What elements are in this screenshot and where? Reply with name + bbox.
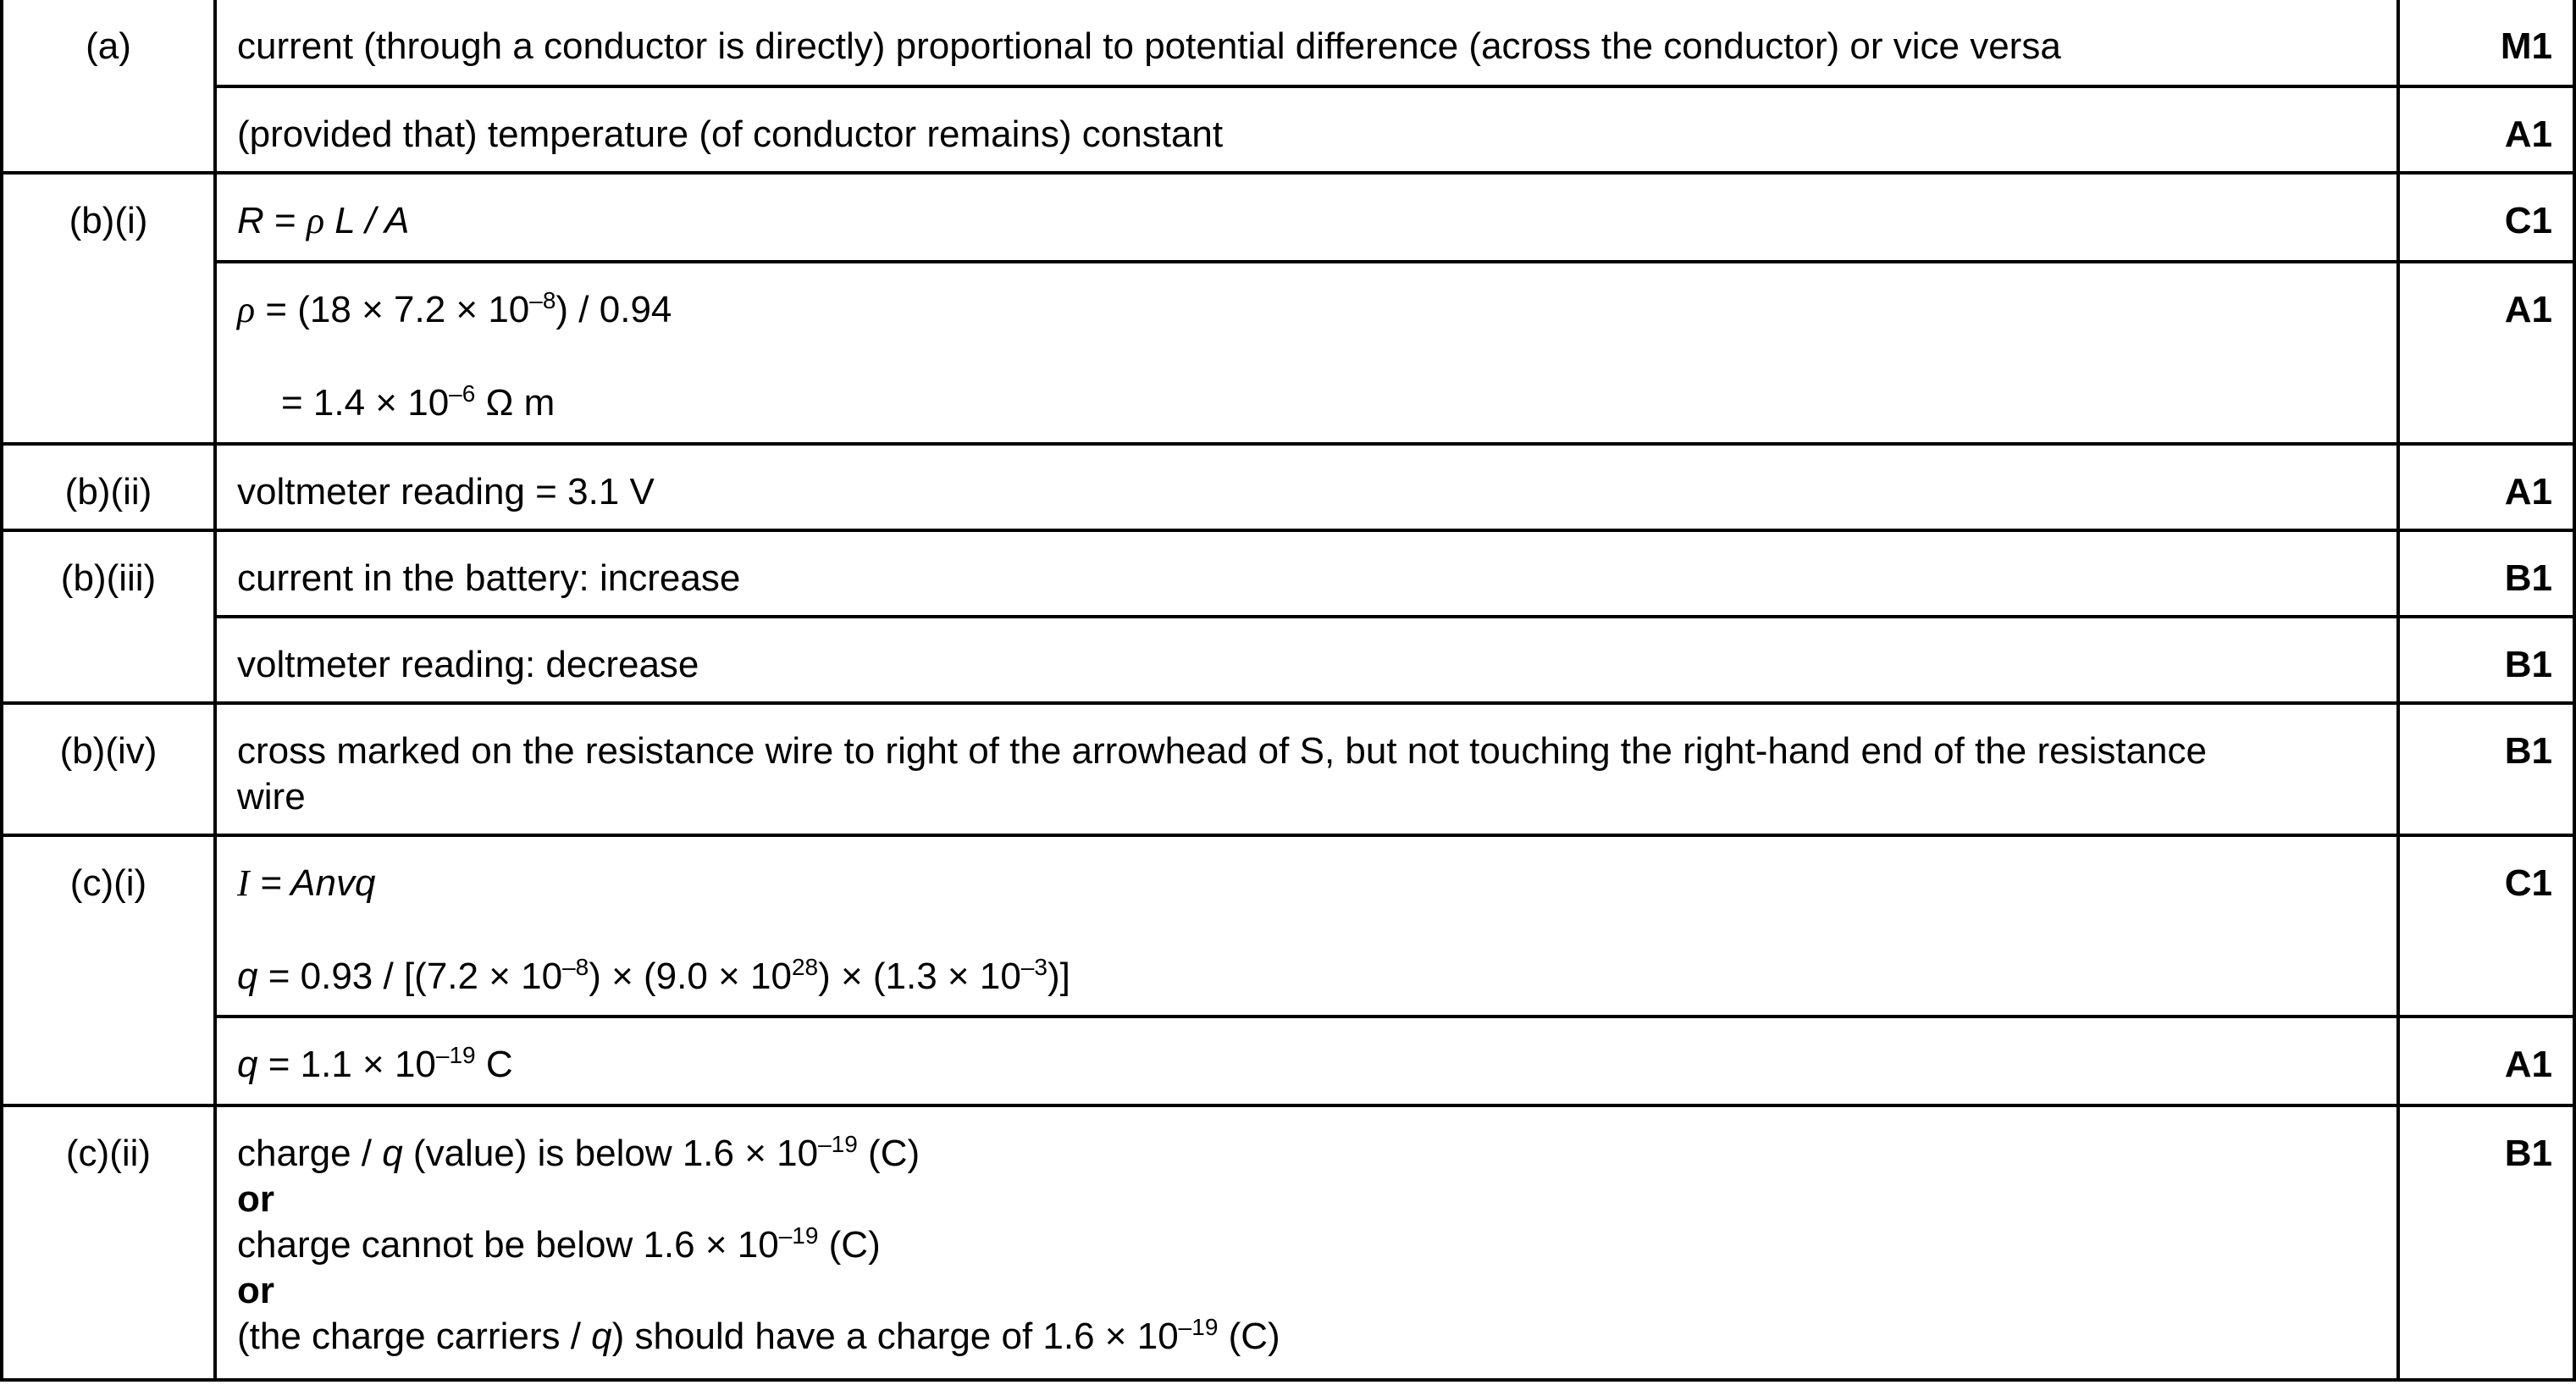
formula-rest: L / A [324,200,410,241]
answer-fragment: (the charge carriers / [237,1316,592,1357]
spacer [237,333,2376,380]
rho-symbol: ρ [237,289,256,330]
equation-text: ) × (9.0 × 10 [589,956,792,997]
answer-fragment: (C) [818,1224,881,1266]
mark-cell: C1 [2398,173,2574,262]
table-row [2,0,2574,86]
variable-q: q [237,956,258,997]
mark-cell: M1 [2398,0,2574,86]
equation-text: ) × (1.3 × 10 [818,956,1021,997]
answer-text: current (through a conductor is directly) proportional to potential difference (across the conductor) or vice versa [237,25,2061,67]
exponent: –8 [562,954,589,980]
answer-text: (provided that) temperature (of conductor remains) constant [237,114,1224,155]
calc-text: = (18 × 7.2 × 10 [255,289,530,330]
answer-fragment: charge cannot be below 1.6 × 10 [237,1224,779,1266]
answer-text [237,1314,2376,1360]
table-row [2,173,2574,262]
equation-line-2 [237,954,2376,1000]
table-row [2,617,2574,703]
answer-text: voltmeter reading: decrease [237,644,699,685]
answer-text: current in the battery: increase [237,557,741,599]
answer-cell [215,1105,2398,1380]
answer-text: wire [237,776,306,817]
calc-line-1 [237,287,2376,333]
answer-cell [215,617,2398,703]
exponent: 28 [791,954,819,980]
calc-text: ) / 0.94 [556,289,672,330]
answer-text [237,1222,2376,1268]
answer-cell [215,0,2398,86]
answer-cell [215,703,2398,835]
mark-cell: A1 [2398,262,2574,444]
answer-fragment: ) should have a charge of 1.6 × 10 [611,1316,1179,1357]
equation-text: C [475,1044,513,1085]
equation-text: = Anvq [249,862,376,904]
answer-fragment: (C) [1218,1316,1280,1357]
equation-text: = 1.1 × 10 [257,1044,436,1085]
answer-cell [215,835,2398,1017]
question-label-b-i: (b)(i) [2,173,215,444]
mark-cell: B1 [2398,617,2574,703]
mark-cell: A1 [2398,86,2574,173]
answer-text: cross marked on the resistance wire to right of the arrowhead of S, but not touching the right-hand end of the resistance [237,730,2207,772]
equation-line-3 [237,1042,2376,1088]
or-separator: or [237,1270,274,1311]
exponent: –19 [435,1042,476,1068]
answer-fragment: (C) [857,1133,920,1174]
answer-cell [215,86,2398,173]
table-row [2,1105,2574,1380]
exponent: –19 [1178,1314,1219,1340]
equation-line-1 [237,861,2376,906]
equation-text: = 0.93 / [(7.2 × 10 [257,956,563,997]
question-label-b-ii: (b)(ii) [2,444,215,530]
table-row [2,530,2574,617]
mark-cell: B1 [2398,1105,2574,1380]
table-row [2,703,2574,835]
calc-line-2 [237,380,2376,426]
question-label-b-iv: (b)(iv) [2,703,215,835]
table-row [2,86,2574,173]
table-row [2,444,2574,530]
exponent: –19 [818,1131,858,1157]
answer-cell [215,262,2398,444]
answer-fragment: charge / [237,1133,383,1174]
equals-sign: = [263,200,307,241]
table-row [2,262,2574,444]
equation-text: )] [1047,956,1070,997]
formula-line [237,198,2376,244]
mark-cell: A1 [2398,444,2574,530]
answer-cell [215,1017,2398,1105]
table-row [2,835,2574,1017]
or-separator: or [237,1178,274,1220]
answer-text [237,1131,2376,1177]
question-label-c-i: (c)(i) [2,835,215,1105]
variable-q: q [382,1133,403,1174]
answer-fragment: (value) is below 1.6 × 10 [402,1133,819,1174]
exponent: –8 [529,287,556,313]
spacer [237,906,2376,954]
answer-cell [215,530,2398,617]
answer-cell [215,173,2398,262]
answer-cell [215,444,2398,530]
exponent: –6 [449,380,476,407]
calc-text: Ω m [475,382,556,424]
calc-text: = 1.4 × 10 [281,382,450,424]
table-row [2,1017,2574,1105]
question-label-b-iii: (b)(iii) [2,530,215,703]
rho-symbol: ρ [306,200,325,241]
question-label-a: (a) [2,0,215,173]
variable-q: q [591,1316,612,1357]
variable-I: I [237,862,250,904]
mark-cell: C1 [2398,835,2574,1017]
question-label-c-ii: (c)(ii) [2,1105,215,1380]
answer-text: voltmeter reading = 3.1 V [237,471,655,512]
exponent: –19 [778,1222,819,1249]
mark-cell: B1 [2398,530,2574,617]
mark-cell: A1 [2398,1017,2574,1105]
variable-q: q [237,1044,258,1085]
exponent: –3 [1020,954,1048,980]
formula-R: R [237,200,264,241]
mark-cell: B1 [2398,703,2574,835]
